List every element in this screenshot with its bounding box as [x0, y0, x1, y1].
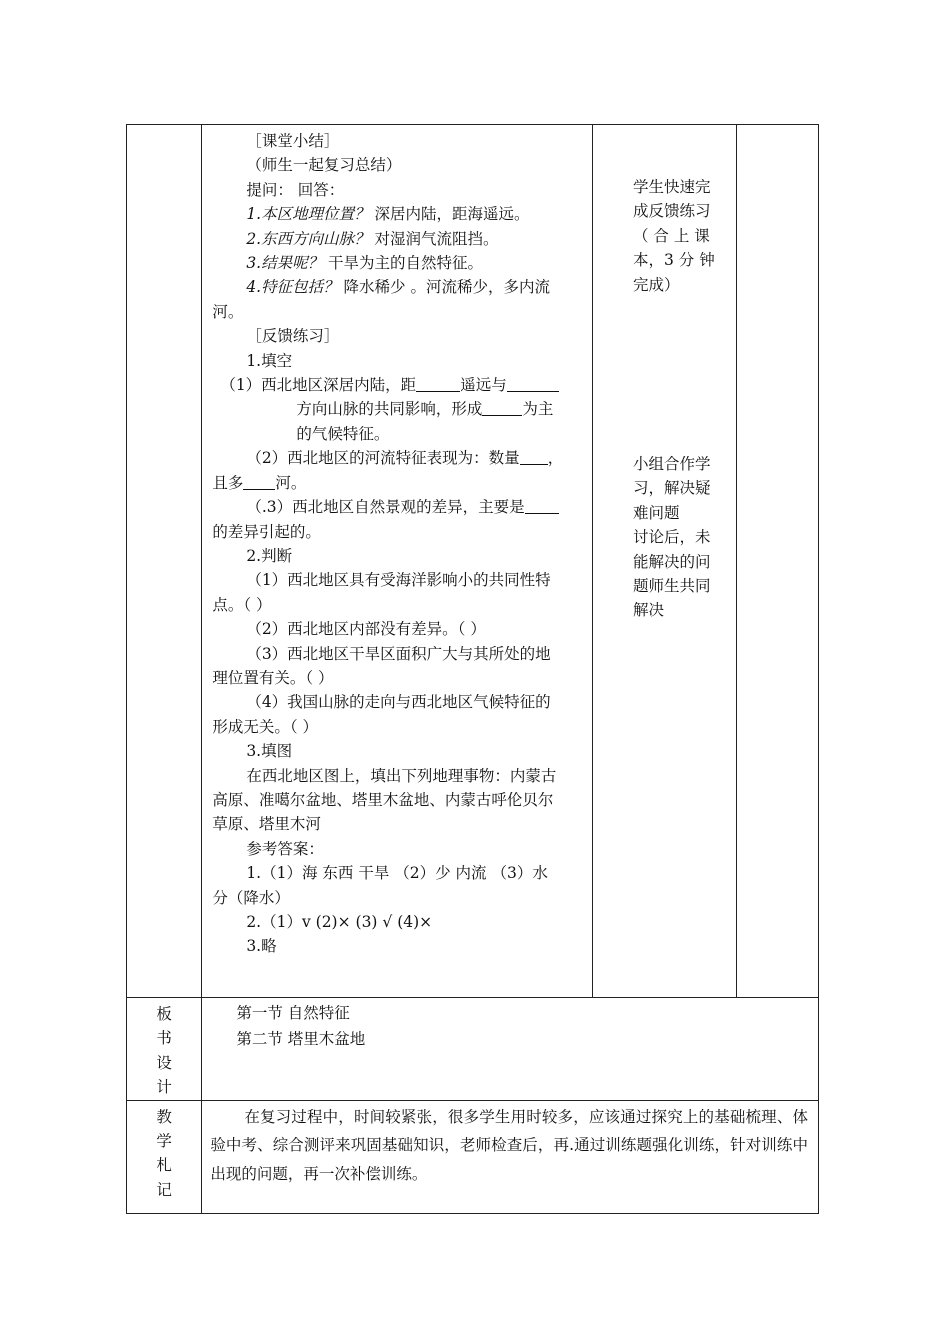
activity-row [127, 125, 819, 998]
activity-label-cell [127, 125, 202, 998]
fill-item-3-cont: 的差异引起的。 [212, 522, 321, 541]
feedback-heading: ［反馈练习］ [246, 327, 340, 346]
note-2-line: 习，解决疑 [633, 479, 711, 498]
note-2-line: 题师生共同 [633, 577, 711, 596]
fill-item-2: （2）西北地区的河流特征表现为：数量 ， [246, 449, 564, 468]
answer-3: 3.略 [246, 937, 277, 956]
board-label-char: 设 [156, 1053, 172, 1072]
judge-title: 2.判断 [246, 546, 293, 565]
note-1-line: （ 合 上 课 [633, 226, 710, 245]
activity-note-cell [593, 125, 737, 998]
note-2-line: 小组合作学 [633, 455, 711, 474]
judge-item-4: （4）我国山脉的走向与西北地区气候特征的 [246, 693, 551, 712]
fill-item-1: （1）西北地区深居内陆，距 遥远与 [212, 373, 582, 397]
note-1-line: 本，3 分 钟 [633, 251, 715, 270]
note-2-line: 能解决的问 [633, 552, 711, 571]
reflection-row [127, 1100, 819, 1213]
note-2-line: 讨论后，未 [633, 528, 711, 547]
activity-extra-cell [736, 125, 818, 998]
reflection-label-char: 教 [156, 1107, 172, 1126]
board-label-char: 书 [156, 1029, 172, 1048]
reflection-label-cell [127, 1100, 202, 1213]
summary-item-4-cont: 河。 [212, 302, 244, 321]
judge-item-1: （1）西北地区具有受海洋影响小的共同性特 [246, 571, 551, 590]
board-line-1: 第一节 自然特征 [236, 1004, 350, 1022]
judge-item-1-cont: 点。（ ） [212, 595, 272, 614]
answer-2: 2.（1）v (2)× (3) √ (4)× [246, 913, 433, 931]
judge-item-3: （3）西北地区干旱区面积广大与其所处的地 [246, 644, 551, 663]
summary-item-4: 4.特征包括？ 降水稀少 。河流稀少，多内流 [246, 278, 550, 297]
summary-item-2: 2.东西方向山脉？ 对湿润气流阻挡。 [246, 229, 499, 248]
reflection-label-char: 学 [156, 1132, 172, 1151]
fill-item-1-end: 的气候特征。 [296, 424, 390, 443]
board-content-cell [202, 998, 819, 1101]
board-label-char: 板 [156, 1005, 172, 1023]
fill-item-1-cont: 方向山脉的共同影响，形成 为主 [296, 400, 554, 419]
map-item: 在西北地区图上，填出下列地理事物：内蒙古 [246, 766, 557, 785]
board-line-2: 第二节 塔里木盆地 [236, 1030, 366, 1048]
reflection-text: 在复习过程中，时间较紧张，很多学生用时较多，应该通过探究上的基础梳理、体验中考、综合测评来巩固基础知识，老师检查后，再.通过训练题强化训练，针对训练中出现的问题，再一次补偿训练。 [210, 1107, 808, 1184]
reflection-label-char: 札 [156, 1156, 172, 1175]
answer-title: 参考答案： [246, 839, 324, 858]
judge-item-2: （2）西北地区内部没有差异。（ ） [246, 620, 486, 639]
note-1-line: 学生快速完 [633, 178, 711, 196]
fill-title: 1.填空 [246, 351, 293, 370]
note-1-line: 成反馈练习 [633, 202, 711, 221]
fill-item-2-cont: 且多 河。 [212, 473, 307, 492]
note-2-line: 难问题 [633, 503, 680, 522]
map-item-cont-1: 高原、准噶尔盆地、塔里木盆地、内蒙古呼伦贝尔 [212, 790, 554, 809]
map-title: 3.填图 [246, 742, 293, 761]
reflection-label-char: 记 [156, 1180, 172, 1199]
judge-item-4-cont: 形成无关。（ ） [212, 717, 318, 736]
summary-item-3: 3.结果呢？ 干旱为主的自然特征。 [246, 254, 484, 273]
answer-1-cont: 分（降水） [212, 888, 290, 907]
board-row [127, 998, 819, 1101]
summary-subheading: （师生一起复习总结） [246, 156, 402, 175]
reflection-content-cell [202, 1100, 819, 1213]
answer-1: 1.（1）海 东西 干旱 （2）少 内流 （3）水 [246, 864, 548, 883]
map-item-cont-2: 草原、塔里木河 [212, 815, 321, 834]
note-1-line: 完成） [633, 275, 680, 294]
activity-content-cell [202, 125, 593, 998]
note-2-line: 解决 [633, 601, 665, 620]
summary-item-1: 1.本区地理位置？ 深居内陆，距海遥远。 [246, 205, 530, 224]
lesson-table [126, 124, 819, 1214]
summary-heading: ［课堂小结］ [246, 132, 340, 150]
board-label-char: 计 [156, 1078, 172, 1097]
board-label-cell [127, 998, 202, 1101]
fill-item-3: （.3）西北地区自然景观的差异，主要是 [212, 495, 582, 519]
judge-item-3-cont: 理位置有关。（ ） [212, 668, 334, 687]
qa-intro: 提问： 回答： [246, 180, 345, 199]
